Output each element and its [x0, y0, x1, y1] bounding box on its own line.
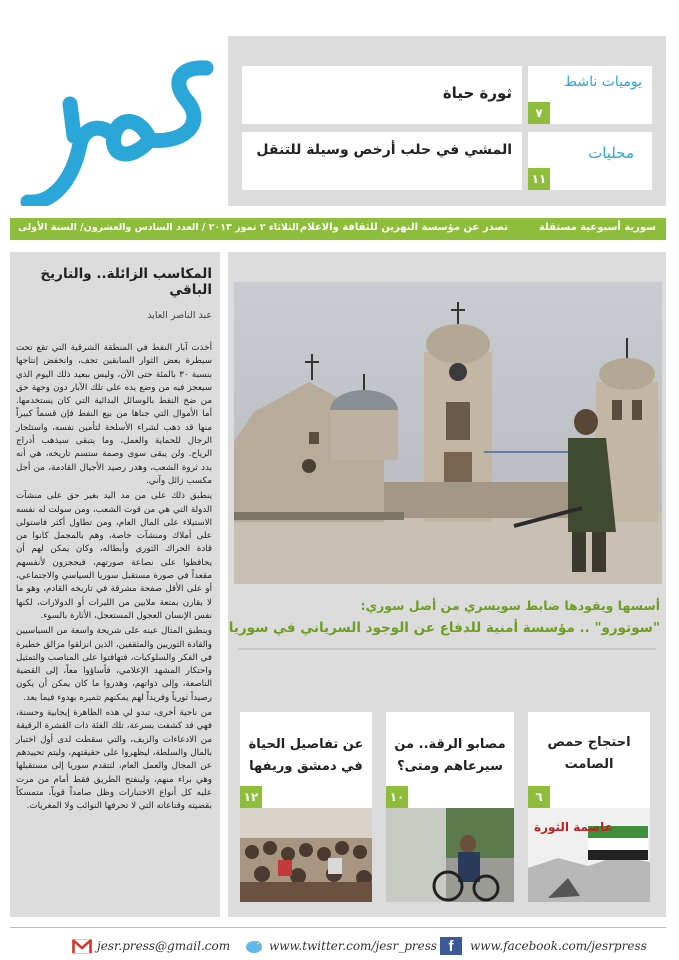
footer-twitter[interactable] [244, 932, 437, 960]
editorial-paragraph: ينطبق ذلك على من مد اليد بغير حق على منشآت الدولة التي هي من قوت الشعب، ومن سولت له نفسه الاستيلاء على المال العام، ومن تطاول أكثر فاستولى على أملاك ومنشآت خاصة، وهم بالمجمل كانوا من قادة الحراك الثوري وأبطاله، وكان يمكن لهم أن يحافظوا على نصاعة صورتهم، فيحجزون لأنفسهم مقعداً في صورة مستقبل سوريا السياسي والاجتماعي، أو على الأقل صفحة مشرقة في تاريخه القادم، وهو ما لا يقارن بمتعة ملايين من الليرات أو الدولارات، لكنها نفس الإنسان العجول المستعجل، الأثارة بالسوء. [16, 491, 212, 621]
banner-tagline: سورية أسبوعية مستقلة [538, 222, 656, 233]
issue-banner [10, 218, 666, 240]
toc-section-2: محليات [588, 144, 634, 162]
footer-twitter-text: www.twitter.com/jesr_press [269, 939, 438, 953]
feature-divider [238, 648, 656, 650]
story-card-raqqa[interactable] [386, 712, 514, 902]
toc-panel [228, 36, 666, 206]
card-title-raqqa: مصابو الرقة.. من سيرعاهم ومتى؟ [394, 737, 506, 774]
banner-issue-info: الثلاثاء ٢ تموز ٢٠١٣ / العدد السادس والعشرون/ السنة الأولى [18, 222, 299, 233]
card-title-damascus: عن تفاصيل الحياة في دمشق وريفها [248, 737, 364, 774]
logo [10, 36, 220, 206]
card-image-caption-homs: عاصمة الثورة [534, 820, 613, 834]
toc-section-box-1[interactable] [528, 66, 652, 124]
toc-section-1: يوميات ناشط [564, 74, 642, 90]
footer-email-text: jesr.press@gmail.com [97, 939, 231, 953]
story-card-homs[interactable] [528, 712, 650, 902]
editorial-title: المكاسب الزائلة.. والتاريخ الباقي [40, 266, 212, 298]
editorial-paragraph: أخذت آبار النفط في المنطقة الشرقية التي تقع تحت سيطرة بعض الثوار السابقين تجف، وانخفض إنتاجها بنسبة ٣٠ بالمئة حتى الآن، وليس ببعيد ذلك اليوم الذي سيعجز فيه من وضع يده على تلك الآبار دون وجهة حق من ضخ النفط بالوسائل البدائية التي كان يستخدمها. أما الأموال التي جناها من بيع النفط فإن قسماً كبيراً منها قد ذهب لشراء الأسلحة لتأمين نفسه، واستئجار الرجال للحماية والعمل، وما يتبقى سيذهب أدراج الرياح. ولن يبقى سوى وصمة ستسم تاريخه، هي أنه بدد ثروة الشعب، وهدر رصيد الأجيال القادمة، من أجل مكسب زائل وآني. [16, 343, 212, 486]
card-title-homs: احتجاج حمص الصامت [547, 735, 631, 772]
toc-headline-box-2[interactable] [242, 132, 522, 190]
toc-headline-1: ثورة حياة [442, 84, 512, 102]
banner-publisher: تصدر عن مؤسسة النهرين للثقافة والاعلام [299, 222, 508, 233]
editorial-body [16, 342, 212, 813]
twitter-icon [244, 938, 264, 954]
toc-headline-box-1[interactable] [242, 66, 522, 124]
editorial-column [10, 252, 220, 917]
masthead-logo-panel [10, 36, 220, 206]
feature-kicker: أسسها ويقودها ضابط سويسري من أصل سوري: [360, 598, 660, 613]
feature-headline[interactable]: "سوتورو" .. مؤسسة أمنية للدفاع عن الوجود السرياني في سوريا [228, 620, 660, 636]
footer-facebook[interactable] [440, 932, 647, 960]
card-image-homs [528, 808, 650, 902]
editorial-author: عبد الناصر العايد [147, 310, 212, 321]
card-number-homs: ٦ [528, 786, 550, 808]
card-image-raqqa [386, 808, 514, 902]
toc-number-2: ١١ [528, 168, 550, 190]
editorial-paragraph: من ناحية أخرى، تبدو لي هذه الظاهرة إيجابية وحسنة، فهي قد كشفت بسرعة، تلك الفئة ذات القشرة الرقيقة من الادعاءات والزيف، والتي سقطت لدى أول اختبار بالمال والسلطة، ليظهروا على حقيقتهم، وليتم تحييدهم عن المجال والعمل العام، لتتقدم سوريا إلى مستقبلها وهي براء منهم، ولينفتح الطريق فقط أمام من مرت عليه كل أنواع الاختبارات وظل صامداً قوياً، متمسكاً بقضيته وقناعاته التي لا تحرفها النوائب ولا المغريات. [16, 708, 212, 812]
gmail-icon [72, 939, 92, 954]
story-card-damascus[interactable] [240, 712, 372, 902]
footer-facebook-text: www.facebook.com/jesrpress [470, 939, 647, 953]
footer-email[interactable] [72, 932, 230, 960]
toc-headline-2: المشي في حلب أرخص وسيلة للتنقل [256, 142, 512, 158]
card-number-raqqa: ١٠ [386, 786, 408, 808]
feature-photo[interactable] [234, 282, 662, 584]
facebook-icon: f [440, 937, 462, 955]
editorial-paragraph: وينطبق المثال عينه على شريحة واسعة من السياسيين والقادة الثوريين والمثقفين، الذين انزلقوا مزالق خطيرة في الفكر والسلوكيات، فتهافتوا على المناصب والتمثيل واحتكار المشهد الإعلامي، فأساؤوا معاً، إلى القضية الناصعة، وإلى ذواتهم، وهدروا ما كان يمكن أن يكون رصيداً ثورياً وفريداً لهم يمكنهم تثميره بهدوء فيما بعد. [16, 626, 212, 703]
toc-number-1: ٧ [528, 102, 550, 124]
toc-section-box-2[interactable] [528, 132, 652, 190]
card-image-damascus [240, 808, 372, 902]
main-column [228, 252, 666, 917]
card-number-damascus: ١٢ [240, 786, 262, 808]
footer-divider [10, 927, 666, 928]
